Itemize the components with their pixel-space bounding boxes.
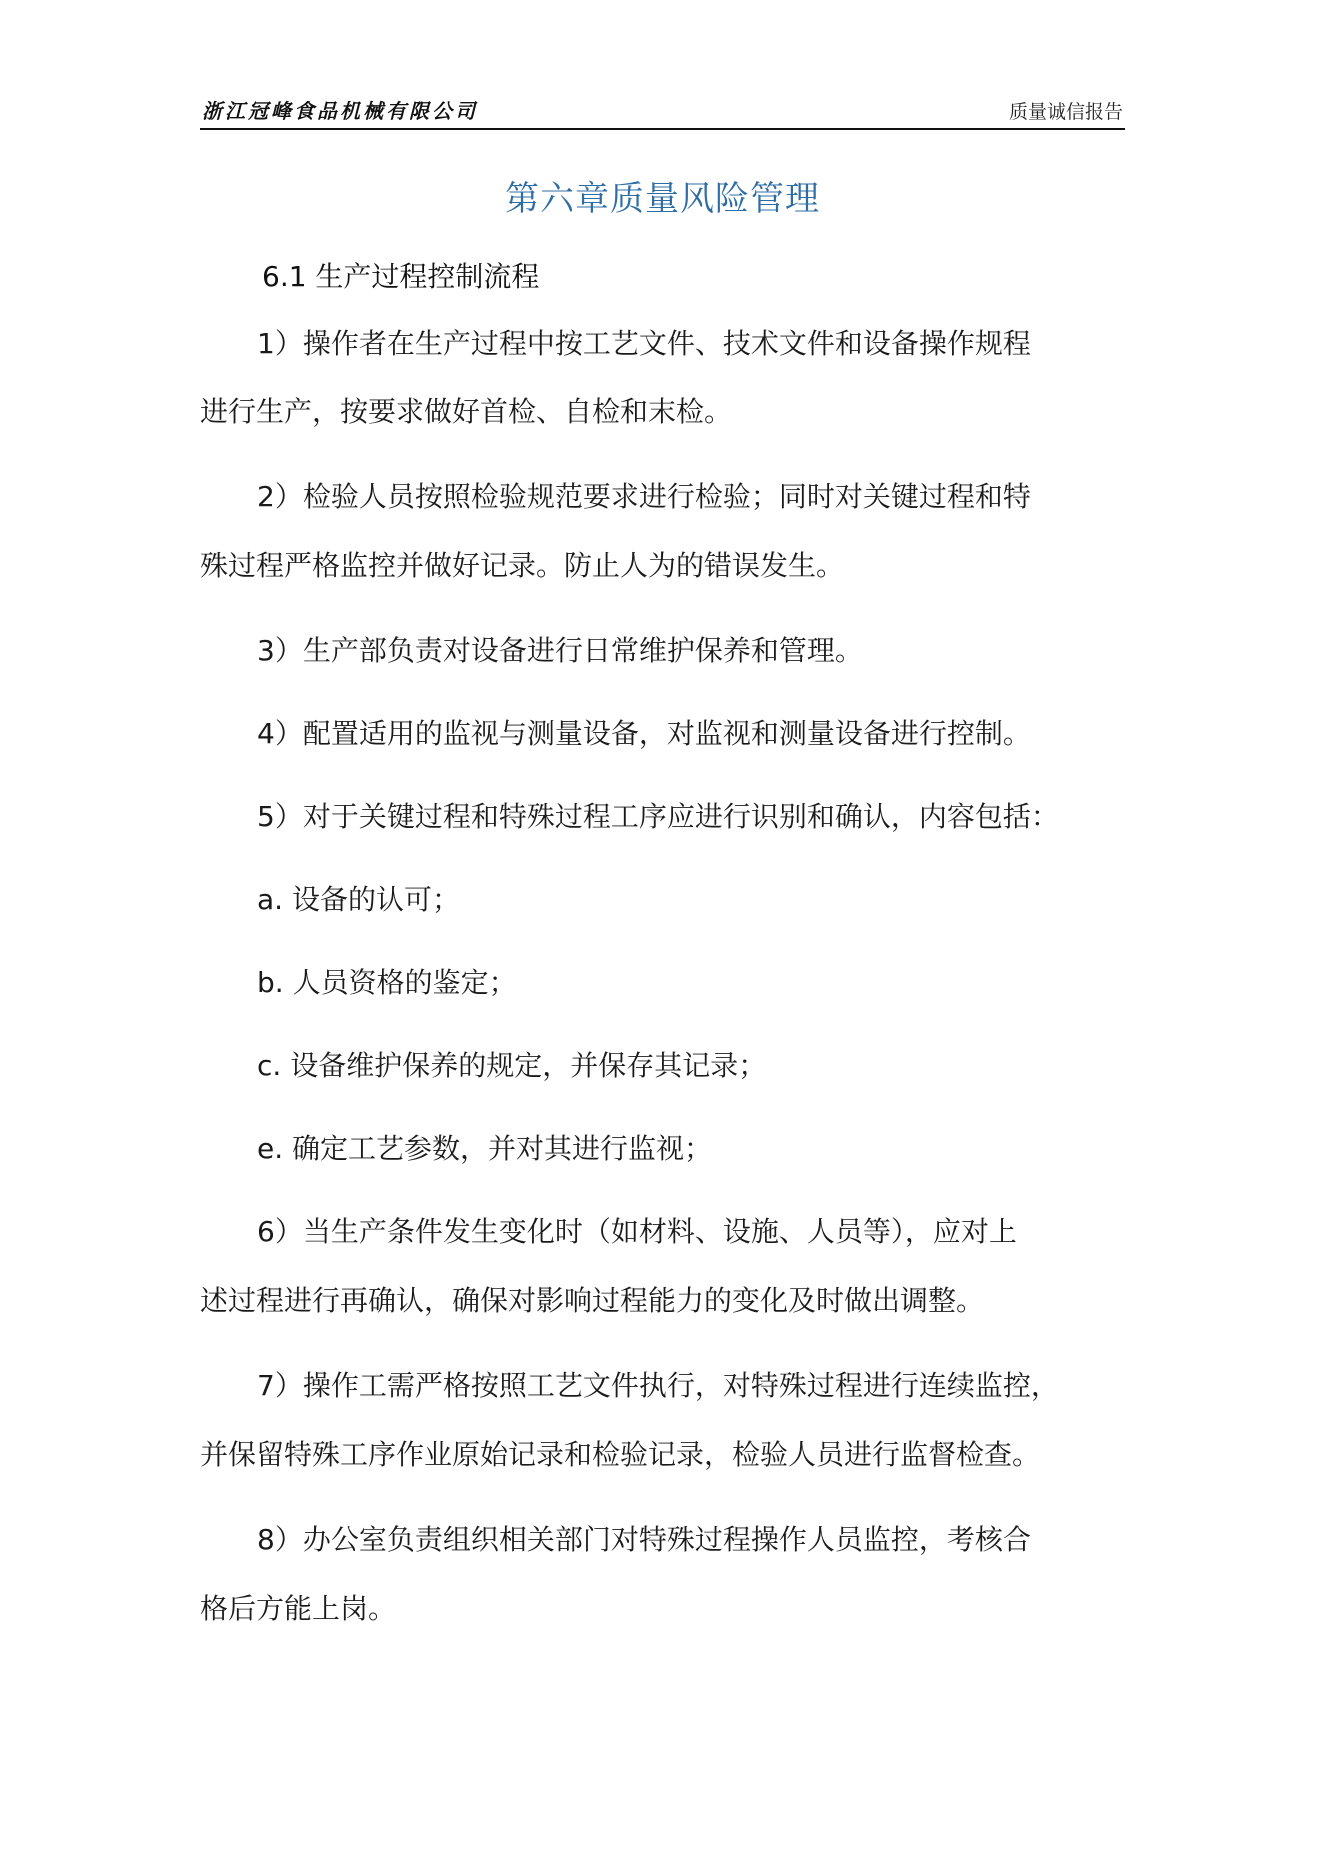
paragraph-5-line-1 — [257, 799, 1059, 835]
paragraph-6-line-1 — [257, 1214, 1017, 1250]
list-item-a — [257, 882, 460, 918]
paragraph-4-line-1 — [257, 716, 1031, 752]
paragraph-8-label: 8） — [257, 1523, 303, 1556]
paragraph-8-line-1 — [257, 1522, 1031, 1558]
paragraph-2-text: 检验人员按照检验规范要求进行检验；同时对关键过程和特 — [302, 480, 1031, 513]
paragraph-3-text: 生产部负责对设备进行日常维护保养和管理。 — [302, 634, 863, 667]
paragraph-3-label: 3） — [257, 634, 303, 667]
paragraph-6-text: 当生产条件发生变化时（如材料、设施、人员等），应对上 — [302, 1215, 1017, 1248]
list-item-b-text: 人员资格的鉴定； — [283, 966, 517, 999]
header-report-title: 质量诚信报告 — [1008, 101, 1123, 123]
paragraph-1-label: 1） — [257, 327, 303, 360]
paragraph-1-line-1 — [257, 326, 1031, 362]
chapter-title: 第六章质量风险管理 — [505, 179, 820, 219]
paragraph-1-line-2: 进行生产，按要求做好首检、自检和末检。 — [200, 395, 733, 428]
paragraph-8-text: 办公室负责组织相关部门对特殊过程操作人员监控，考核合 — [302, 1523, 1031, 1556]
paragraph-4-text: 配置适用的监视与测量设备，对监视和测量设备进行控制。 — [302, 717, 1031, 750]
paragraph-5-label: 5） — [257, 800, 303, 833]
list-item-c — [257, 1048, 766, 1084]
paragraph-7-line-2: 并保留特殊工序作业原始记录和检验记录，检验人员进行监督检查。 — [200, 1438, 1041, 1471]
list-item-e — [257, 1131, 712, 1167]
list-item-c-text: 设备维护保养的规定，并保存其记录； — [281, 1049, 767, 1082]
header-company-name: 浙江冠峰食品机械有限公司 — [202, 99, 478, 123]
paragraph-2-line-2: 殊过程严格监控并做好记录。防止人为的错误发生。 — [200, 549, 845, 582]
paragraph-8-line-2: 格后方能上岗。 — [200, 1592, 397, 1625]
list-item-e-text: 确定工艺参数，并对其进行监视； — [283, 1132, 713, 1165]
paragraph-2-label: 2） — [257, 480, 303, 513]
paragraph-5-text: 对于关键过程和特殊过程工序应进行识别和确认，内容包括： — [302, 800, 1059, 833]
paragraph-2-line-1 — [257, 479, 1031, 515]
list-item-b-label: b. — [257, 966, 284, 999]
list-item-c-label: c. — [257, 1049, 282, 1082]
paragraph-7-line-1 — [257, 1368, 1059, 1404]
page-header — [200, 92, 1125, 130]
list-item-e-label: e. — [257, 1132, 284, 1165]
paragraph-1-text: 操作者在生产过程中按工艺文件、技术文件和设备操作规程 — [302, 327, 1031, 360]
section-heading: 6.1 生产过程控制流程 — [262, 260, 540, 293]
paragraph-6-line-2: 述过程进行再确认，确保对影响过程能力的变化及时做出调整。 — [200, 1284, 985, 1317]
list-item-a-label: a. — [257, 883, 284, 916]
paragraph-4-label: 4） — [257, 717, 303, 750]
list-item-b — [257, 965, 517, 1001]
paragraph-7-label: 7） — [257, 1369, 303, 1402]
paragraph-7-text: 操作工需严格按照工艺文件执行，对特殊过程进行连续监控， — [302, 1369, 1059, 1402]
paragraph-3-line-1 — [257, 633, 863, 669]
paragraph-6-label: 6） — [257, 1215, 303, 1248]
list-item-a-text: 设备的认可； — [283, 883, 460, 916]
